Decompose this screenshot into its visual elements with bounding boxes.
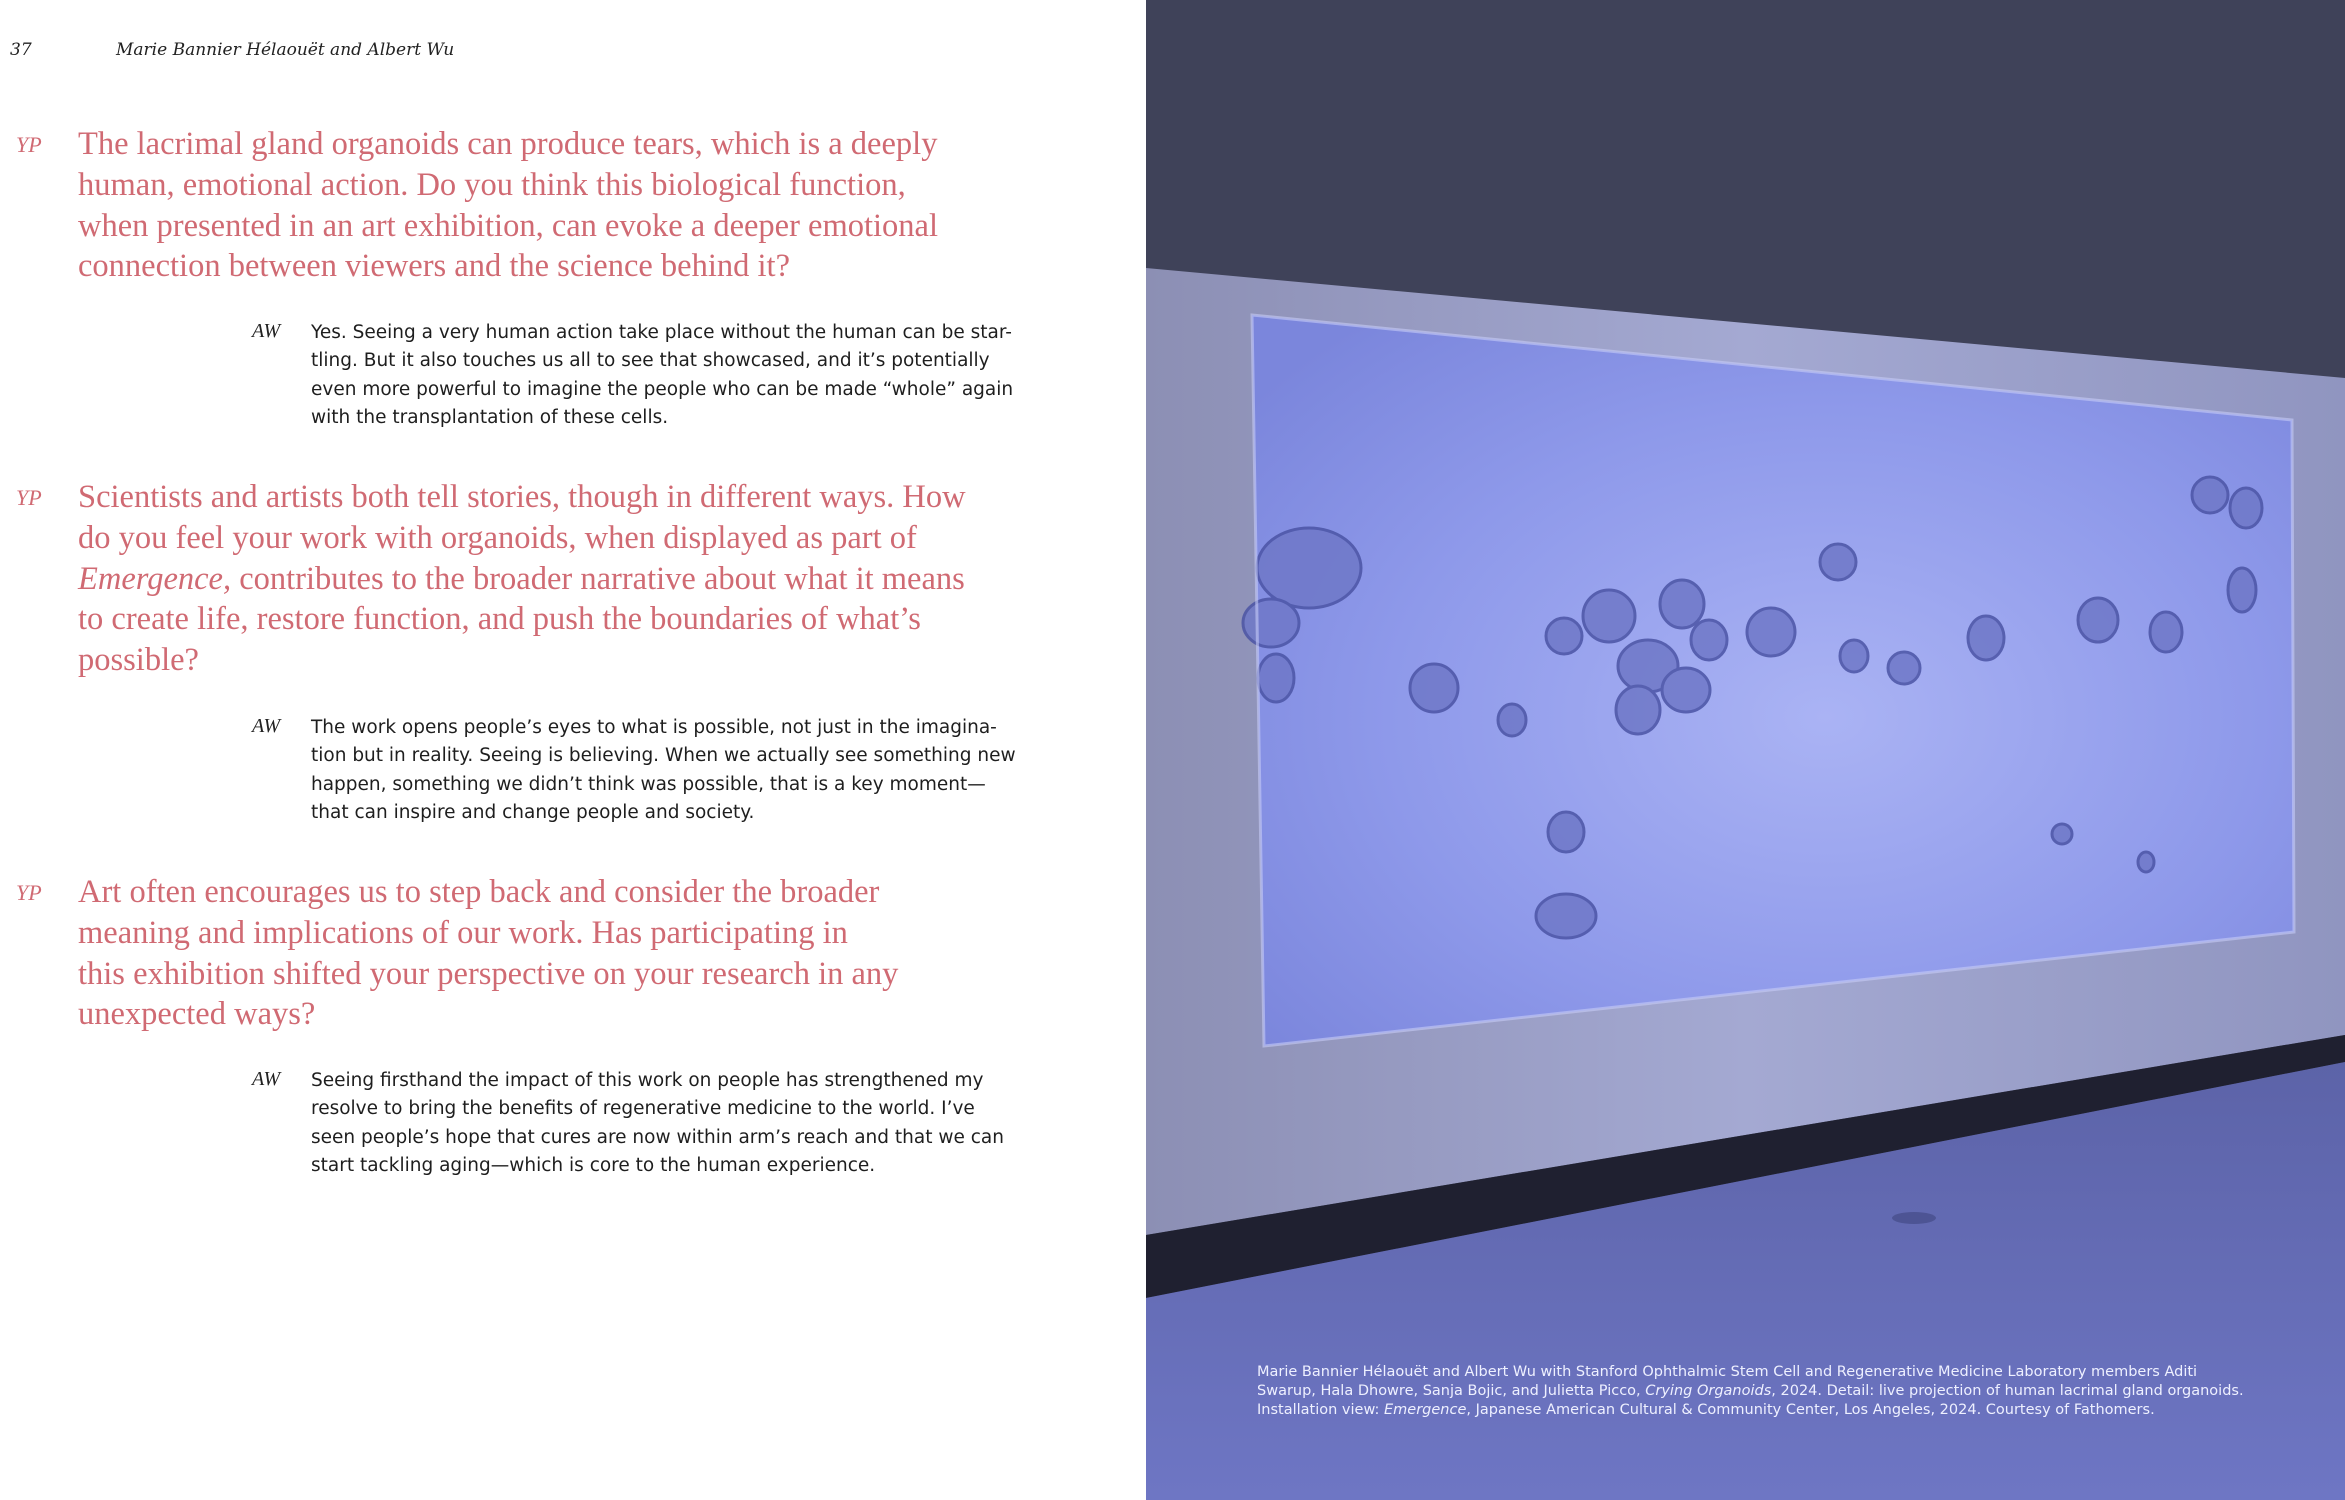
answer-3 (311, 1067, 1041, 1180)
question-line: connection between viewers and the science behind it? (78, 248, 791, 285)
question-1 (78, 124, 1038, 287)
answer-line: resolve to bring the benefits of regenerative medicine to the world. I’ve (311, 1098, 975, 1120)
question-marker: YP (16, 485, 42, 510)
answer-marker: AW (252, 1068, 281, 1090)
question-line (78, 559, 1038, 600)
caption-fragment: Installation view: (1257, 1402, 1385, 1418)
question-line: this exhibition shifted your perspective on your research in any (78, 955, 899, 992)
answer-marker: AW (252, 320, 281, 342)
question-line: possible? (78, 642, 199, 679)
answer-line: Yes. Seeing a very human action take place without the human can be star- (311, 322, 1012, 343)
answer-line: happen, something we didn’t think was possible, that is a key moment— (311, 773, 986, 795)
question-marker: YP (16, 132, 42, 157)
caption-line (1257, 1382, 2317, 1401)
installation-photo (1146, 0, 2345, 1500)
caption-fragment: , Japanese American Cultural & Community Center, Los Angeles, 2024. Courtesy of Fathomers. (1466, 1402, 2155, 1418)
photo-caption (1257, 1363, 2317, 1420)
floor-fixture (1892, 1212, 1936, 1224)
answer-line: The work opens people’s eyes to what is possible, not just in the imagina- (311, 717, 997, 738)
exhibition-title: Emergence, (78, 560, 232, 597)
exhibition-title: Emergence (1384, 1402, 1467, 1418)
question-2 (78, 477, 1038, 681)
caption-fragment: Swarup, Hala Dhowre, Sanja Bojic, and Julietta Picco, (1257, 1383, 1646, 1399)
gallery-scene (1146, 0, 2345, 1500)
answer-line: with the transplantation of these cells. (311, 406, 669, 428)
answer-line: that can inspire and change people and society. (311, 801, 755, 823)
answer-2 (311, 714, 1041, 827)
question-line: The lacrimal gland organoids can produce tears, which is a deeply (78, 126, 938, 162)
question-line: Art often encourages us to step back and consider the broader (78, 874, 880, 910)
answer-line: Seeing firsthand the impact of this work on people has strengthened my (311, 1070, 984, 1091)
question-line: when presented in an art exhibition, can evoke a deeper emotional (78, 207, 939, 244)
projection-screen (1252, 315, 2294, 1046)
answer-1 (311, 319, 1041, 432)
caption-line (1257, 1401, 2317, 1420)
question-3 (78, 872, 1038, 1035)
answer-line: tling. But it also touches us all to see that showcased, and it’s potentially (311, 350, 990, 372)
question-line: human, emotional action. Do you think this biological function, (78, 166, 906, 203)
question-line: Scientists and artists both tell stories, though in different ways. How (78, 479, 966, 515)
question-line: do you feel your work with organoids, when displayed as part of (78, 519, 917, 556)
question-line: unexpected ways? (78, 996, 316, 1033)
caption-line: Marie Bannier Hélaouët and Albert Wu with Stanford Ophthalmic Stem Cell and Regenerative Medicine Laboratory members Aditi (1257, 1364, 2198, 1380)
running-head: Marie Bannier Hélaouët and Albert Wu (116, 40, 455, 60)
answer-line: even more powerful to imagine the people who can be made “whole” again (311, 378, 1014, 400)
answer-line: start tackling aging—which is core to the human experience. (311, 1154, 876, 1176)
answer-marker: AW (252, 715, 281, 737)
question-line: to create life, restore function, and push the boundaries of what’s (78, 601, 921, 638)
question-marker: YP (16, 880, 42, 905)
caption-fragment: , 2024. Detail: live projection of human lacrimal gland organoids. (1771, 1383, 2244, 1399)
left-page (0, 0, 1146, 1500)
question-fragment: contributes to the broader narrative about what it means (239, 560, 965, 597)
page-number: 37 (10, 40, 32, 60)
answer-line: seen people’s hope that cures are now within arm’s reach and that we can (311, 1126, 1004, 1148)
answer-line: tion but in reality. Seeing is believing. When we actually see something new (311, 745, 1016, 767)
question-line: meaning and implications of our work. Has participating in (78, 914, 848, 951)
artwork-title: Crying Organoids (1645, 1383, 1772, 1399)
